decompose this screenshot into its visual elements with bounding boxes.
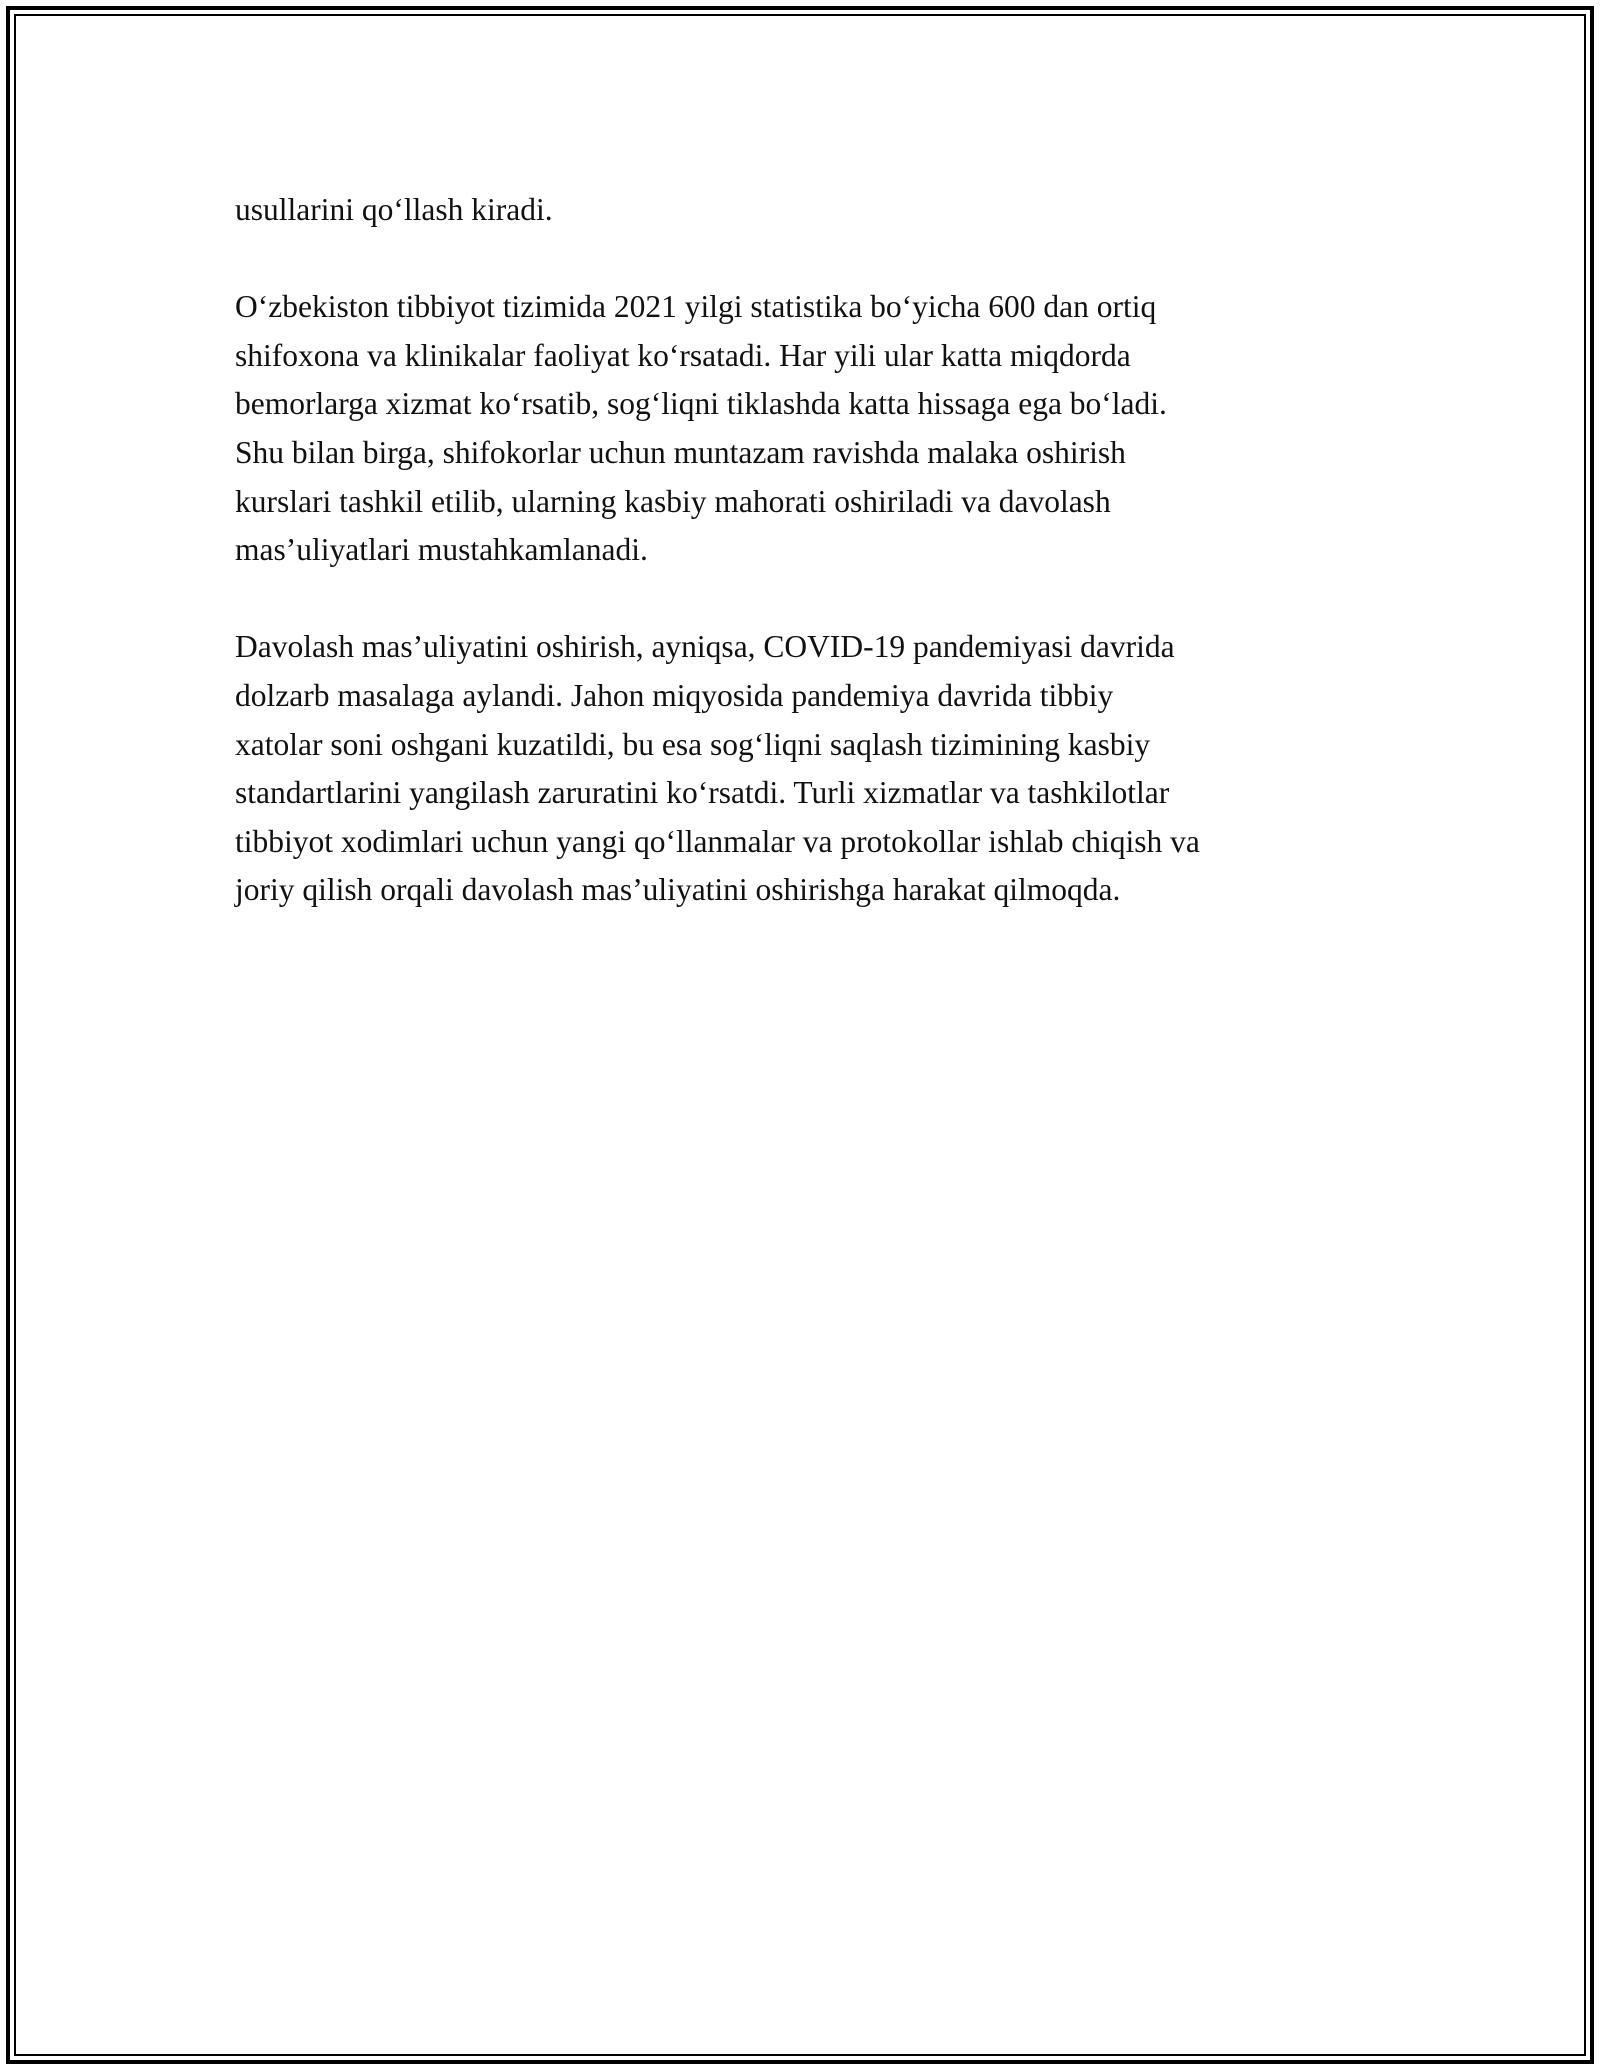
text-line: Davolash mas’uliyatini oshirish, ayniqsa, COVID-19 pandemiyasi davrida [235,629,1175,665]
text-line: bemorlarga xizmat ko‘rsatib, sog‘liqni tiklashda katta hissaga ega bo‘ladi. [235,386,1167,422]
text-line: usullarini qo‘llash kiradi. [235,192,553,227]
text-line: kurslari tashkil etilib, ularning kasbiy mahorati oshiriladi va davolash [235,483,1111,519]
text-line: O‘zbekiston tibbiyot tizimida 2021 yilgi statistika bo‘yicha 600 dan ortiq [235,289,1157,325]
text-line: xatolar soni oshgani kuzatildi, bu esa sog‘liqni saqlash tizimining kasbiy [235,726,1151,762]
paragraph-hospital-statistics [235,283,1385,575]
text-line: joriy qilish orqali davolash mas’uliyatini oshirishga harakat qilmoqda. [235,872,1121,908]
text-line: standartlarini yangilash zaruratini ko‘rsatdi. Turli xizmatlar va tashkilotlar [235,775,1170,811]
text-line: shifoxona va klinikalar faoliyat ko‘rsatadi. Har yili ular katta miqdorda [235,337,1131,373]
text-line: dolzarb masalaga aylandi. Jahon miqyosida pandemiya davrida tibbiy [235,677,1114,713]
text-line: Shu bilan birga, shifokorlar uchun muntazam ravishda malaka oshirish [235,434,1126,470]
text-line: mas’uliyatlari mustahkamlanadi. [235,532,648,568]
text-line: tibbiyot xodimlari uchun yangi qo‘llanmalar va protokollar ishlab chiqish va [235,823,1200,859]
document-body [235,186,1385,964]
paragraph-continuation [235,186,1385,235]
paragraph-covid-responsibility [235,623,1385,915]
